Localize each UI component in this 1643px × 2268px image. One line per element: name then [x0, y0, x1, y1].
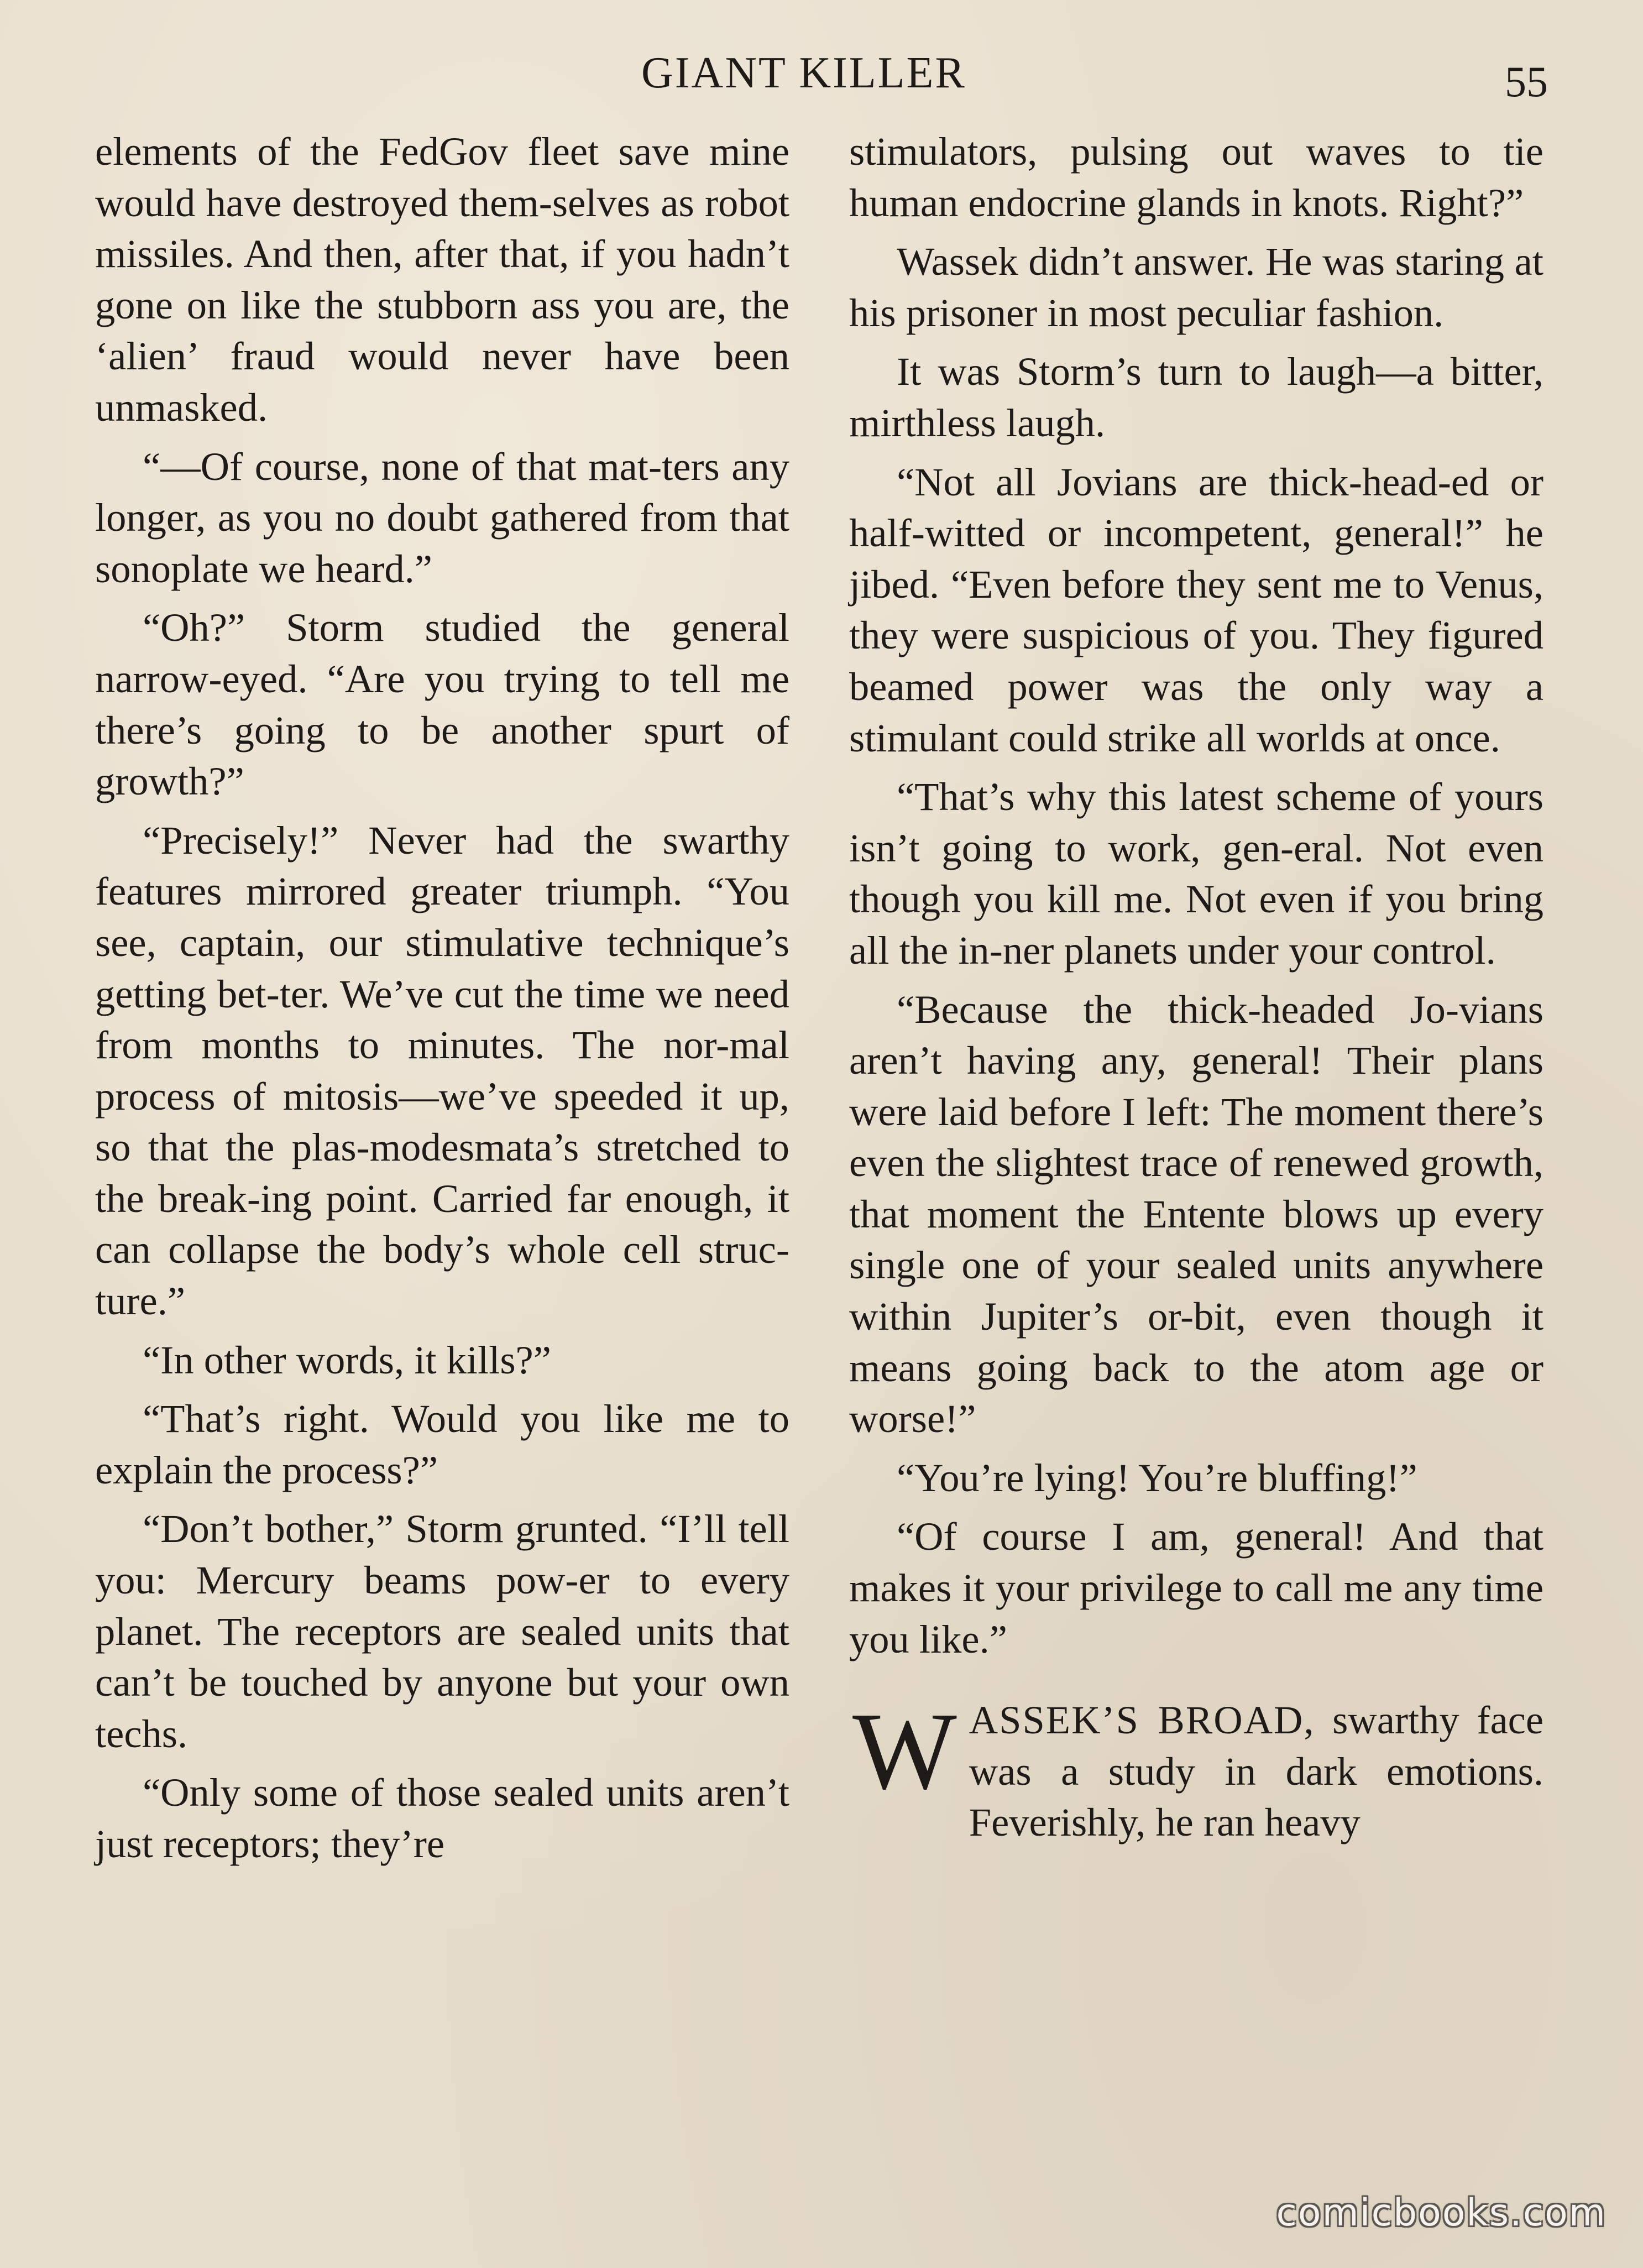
paragraph: “That’s right. Would you like me to explain the process?” [95, 1396, 789, 1492]
paragraph: “Don’t bother,” Storm grunted. “I’ll tell you: Mercury beams pow-er to every planet. The receptors are sealed units that can’t be touched by anyone but your own techs. [95, 1506, 789, 1756]
watermark: comicbooks.com [1276, 2191, 1607, 2235]
paragraph: Wassek didn’t answer. He was staring at his prisoner in most peculiar fashion. [849, 239, 1543, 335]
page-number: 55 [1505, 58, 1548, 106]
paragraph: “Of course I am, general! And that makes it your privilege to call me any time you like.” [849, 1514, 1543, 1661]
lead-in: ASSEK’S BROAD, [969, 1697, 1315, 1743]
paragraph: “You’re lying! You’re bluffing!” [897, 1455, 1417, 1500]
running-title: GIANT KILLER [641, 49, 966, 97]
right-column [849, 126, 1543, 1856]
paragraph: “Oh?” Storm studied the general narrow-eyed. “Are you trying to tell me there’s going to be another spurt of growth?” [95, 605, 789, 804]
paragraph: “Not all Jovians are thick-head-ed or half-witted or incompetent, general!” he jibed. “Even before they sent me to Venus, they were suspicious of you. They figured beamed power was the only way a stimulant could strike all worlds at once. [849, 459, 1543, 760]
paragraph: “Only some of those sealed units aren’t just receptors; they’re [95, 1770, 789, 1866]
running-head [0, 45, 1643, 106]
paragraph: “Precisely!” Never had the swarthy features mirrored greater triumph. “You see, captain, our stimulative technique’s getting bet-ter. We’ve cut the time we need from months to minutes. The nor-mal process of mitosis—we’ve speeded it up, so that the plas-modesmata’s stretched to the break-ing point. Carried far enough, it can collapse the body’s whole cell struc-ture.” [95, 817, 789, 1324]
section-text: swarthy face was a study in dark emotions. Feverishly, he ran heavy [969, 1697, 1543, 1845]
left-column [95, 126, 789, 1878]
paragraph: elements of the FedGov fleet save mine would have destroyed them-selves as robot missiles. And then, after that, if you hadn’t gone on like the stubborn ass you are, the ‘alien’ fraud would never have been unmasked. [95, 129, 789, 430]
paragraph: “Because the thick-headed Jo-vians aren’t having any, general! Their plans were laid before I left: The moment there’s even the slightest trace of renewed growth, that moment the Entente blows up every single one of your sealed units anywhere within Jupiter’s or-bit, even though it means going back to the atom age or worse!” [849, 986, 1543, 1441]
paragraph: “In other words, it kills?” [143, 1337, 551, 1382]
drop-cap: W [852, 1690, 957, 1813]
section-opening-paragraph [849, 1690, 1543, 1848]
paragraph: “That’s why this latest scheme of yours isn’t going to work, gen-eral. Not even though you kill me. Not even if you bring all the in-ner planets under your control. [849, 774, 1543, 973]
paragraph: stimulators, pulsing out waves to tie human endocrine glands in knots. Right?” [849, 129, 1543, 225]
paragraph: It was Storm’s turn to laugh—a bitter, mirthless laugh. [849, 349, 1543, 445]
paragraph: “—Of course, none of that mat-ters any longer, as you no doubt gathered from that sonoplate we heard.” [95, 443, 789, 591]
